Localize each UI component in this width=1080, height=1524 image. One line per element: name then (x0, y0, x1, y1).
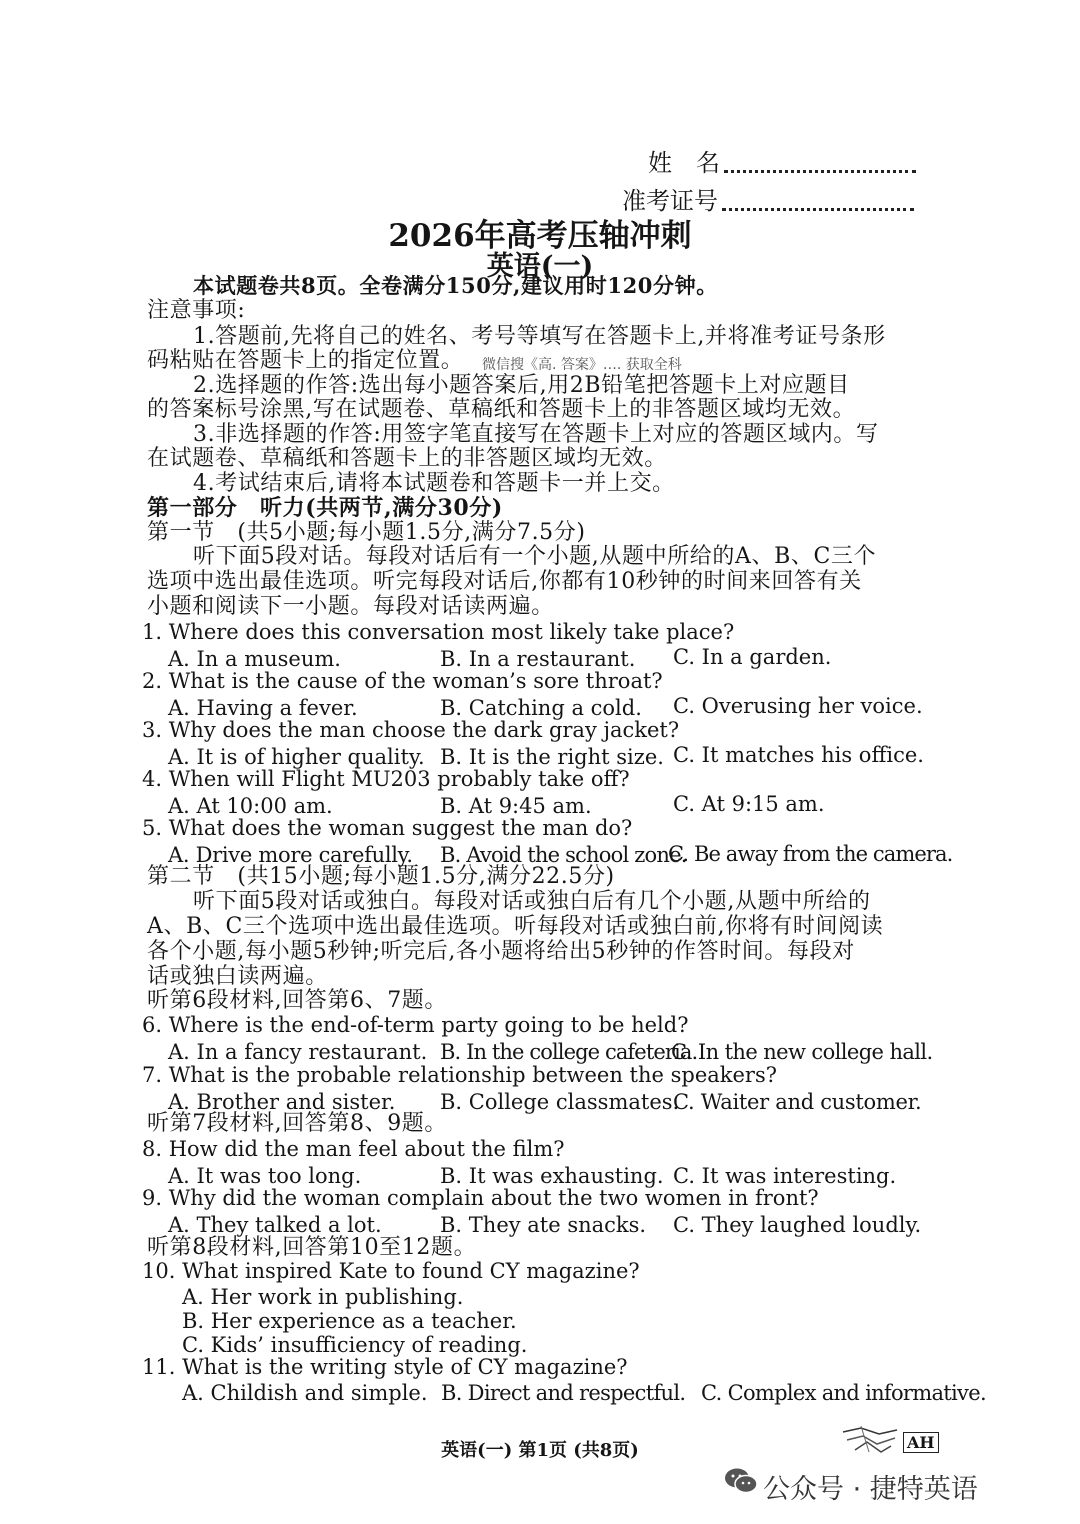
option-b: B. Direct and respectful. (441, 1381, 686, 1405)
option-b: B. College classmates. (440, 1090, 680, 1114)
option-c: C. In a garden. (673, 645, 832, 669)
notice-line: 码粘贴在答题卡上的指定位置。 (147, 348, 464, 373)
option-c: C. Be away from the camera. (668, 842, 953, 866)
name-field (648, 143, 916, 178)
option-a: A. Her work in publishing. (182, 1285, 464, 1309)
option-a: A. They talked a lot. (168, 1213, 382, 1237)
notice-line: 在试题卷、草稿纸和答题卡上的非答题区域均无效。 (147, 446, 667, 471)
option-b: B. Her experience as a teacher. (182, 1309, 517, 1333)
notice-line: 4.考试结束后,请将本试题卷和答题卡一并上交。 (193, 471, 675, 496)
option-a: A. It was too long. (168, 1164, 362, 1188)
option-c: C. Overusing her voice. (673, 694, 923, 718)
option-a: A. At 10:00 am. (168, 794, 333, 818)
option-a: A. Childish and simple. (182, 1381, 428, 1405)
question-stem: 8. How did the man feel about the film? (142, 1137, 565, 1161)
question-stem: 3. Why does the man choose the dark gray jacket? (142, 718, 680, 742)
scribble-mark-icon (841, 1422, 901, 1456)
question-stem: 10. What inspired Kate to found CY magazine? (142, 1259, 640, 1283)
notice-line: 的答案标号涂黑,写在试题卷、草稿纸和答题卡上的非答题区域均无效。 (147, 397, 856, 422)
name-blank (724, 170, 916, 173)
option-c: C. At 9:15 am. (673, 792, 825, 816)
option-c: C. It was interesting. (673, 1164, 897, 1188)
option-c: C. It matches his office. (673, 743, 924, 767)
question-stem: 5. What does the woman suggest the man do? (142, 816, 633, 840)
name-label: 姓 名 (648, 149, 720, 177)
option-a: A. Having a fever. (168, 696, 358, 720)
option-a: A. Brother and sister. (168, 1090, 396, 1114)
notice-line: 3.非选择题的作答:用签字笔直接写在答题卡上对应的答题区域内。写 (193, 422, 879, 447)
option-c: C. Waiter and customer. (673, 1090, 922, 1114)
option-c: C. They laughed loudly. (673, 1213, 922, 1237)
part1-heading: 第一部分 听力(共两节,满分30分) (147, 495, 503, 521)
option-b: B. In a restaurant. (440, 647, 636, 671)
section2-instruction: A、B、C三个选项中选出最佳选项。听每段对话或独白前,你将有时间阅读 (147, 914, 884, 939)
option-b: B. It is the right size. (440, 745, 664, 769)
section2-instruction: 听下面5段对话或独白。每段对话或独白后有几个小题,从题中所给的 (193, 889, 871, 914)
material-header: 听第8段材料,回答第10至12题。 (147, 1235, 477, 1260)
option-c: C. Complex and informative. (701, 1381, 986, 1405)
option-c: C. Kids’ insufficiency of reading. (182, 1333, 528, 1357)
brand-watermark: 公众号 · 捷特英语 (763, 1474, 978, 1505)
section2-instruction: 话或独白读两遍。 (147, 964, 328, 989)
question-stem: 7. What is the probable relationship between the speakers? (142, 1063, 778, 1087)
exam-id-label: 准考证号 (622, 187, 718, 215)
option-b: B. At 9:45 am. (440, 794, 592, 818)
notice-line: 2.选择题的作答:选出每小题答案后,用2B铅笔把答题卡上对应题目 (193, 373, 850, 398)
option-c: C. In the new college hall. (671, 1040, 933, 1064)
option-b: B. Catching a cold. (440, 696, 642, 720)
notice-line: 1.答题前,先将自己的姓名、考号等填写在答题卡上,并将准考证号条形 (193, 324, 886, 349)
option-b: B. In the college cafeteria. (440, 1040, 698, 1064)
question-stem: 9. Why did the woman complain about the two women in front? (142, 1186, 819, 1210)
paper-code-badge: AH (903, 1432, 939, 1453)
wechat-icon (724, 1467, 758, 1495)
notice-heading: 注意事项: (147, 298, 246, 323)
question-stem: 6. Where is the end-of-term party going to be held? (142, 1013, 689, 1037)
section2-heading: 第二节 (共15小题;每小题1.5分,满分22.5分) (147, 864, 615, 889)
page-footer: 英语(一) 第1页 (共8页) (441, 1440, 639, 1461)
option-a: A. Drive more carefully. (168, 843, 413, 867)
option-b: B. Avoid the school zone. (440, 843, 687, 867)
material-header: 听第6段材料,回答第6、7题。 (147, 988, 447, 1013)
option-a: A. It is of higher quality. (168, 745, 425, 769)
option-a: A. In a museum. (168, 647, 341, 671)
section1-instruction: 选项中选出最佳选项。听完每段对话后,你都有10秒钟的时间来回答有关 (147, 569, 862, 594)
question-stem: 2. What is the cause of the woman’s sore throat? (142, 669, 663, 693)
option-a: A. In a fancy restaurant. (168, 1040, 428, 1064)
exam-title: 2026年高考压轴冲刺 (388, 218, 692, 254)
question-stem: 11. What is the writing style of CY magazine? (142, 1355, 628, 1379)
section2-instruction: 各个小题,每小题5秒钟;听完后,各小题将给出5秒钟的作答时间。每段对 (147, 939, 855, 964)
material-header: 听第7段材料,回答第8、9题。 (147, 1111, 447, 1136)
section1-instruction: 小题和阅读下一小题。每段对话读两遍。 (147, 594, 554, 619)
option-b: B. They ate snacks. (440, 1213, 647, 1237)
exam-subtitle: 英语(一) (486, 251, 594, 282)
option-b: B. It was exhausting. (440, 1164, 664, 1188)
question-stem: 1. Where does this conversation most likely take place? (142, 620, 735, 644)
exam-intro: 本试题卷共8页。全卷满分150分,建议用时120分钟。 (193, 273, 718, 298)
question-stem: 4. When will Flight MU203 probably take off? (142, 767, 630, 791)
section1-heading: 第一节 (共5小题;每小题1.5分,满分7.5分) (147, 520, 586, 545)
section1-instruction: 听下面5段对话。每段对话后有一个小题,从题中所给的A、B、C三个 (193, 544, 877, 569)
watermark-text: 微信搜《高. 答案》…. 获取全科 (482, 357, 682, 373)
